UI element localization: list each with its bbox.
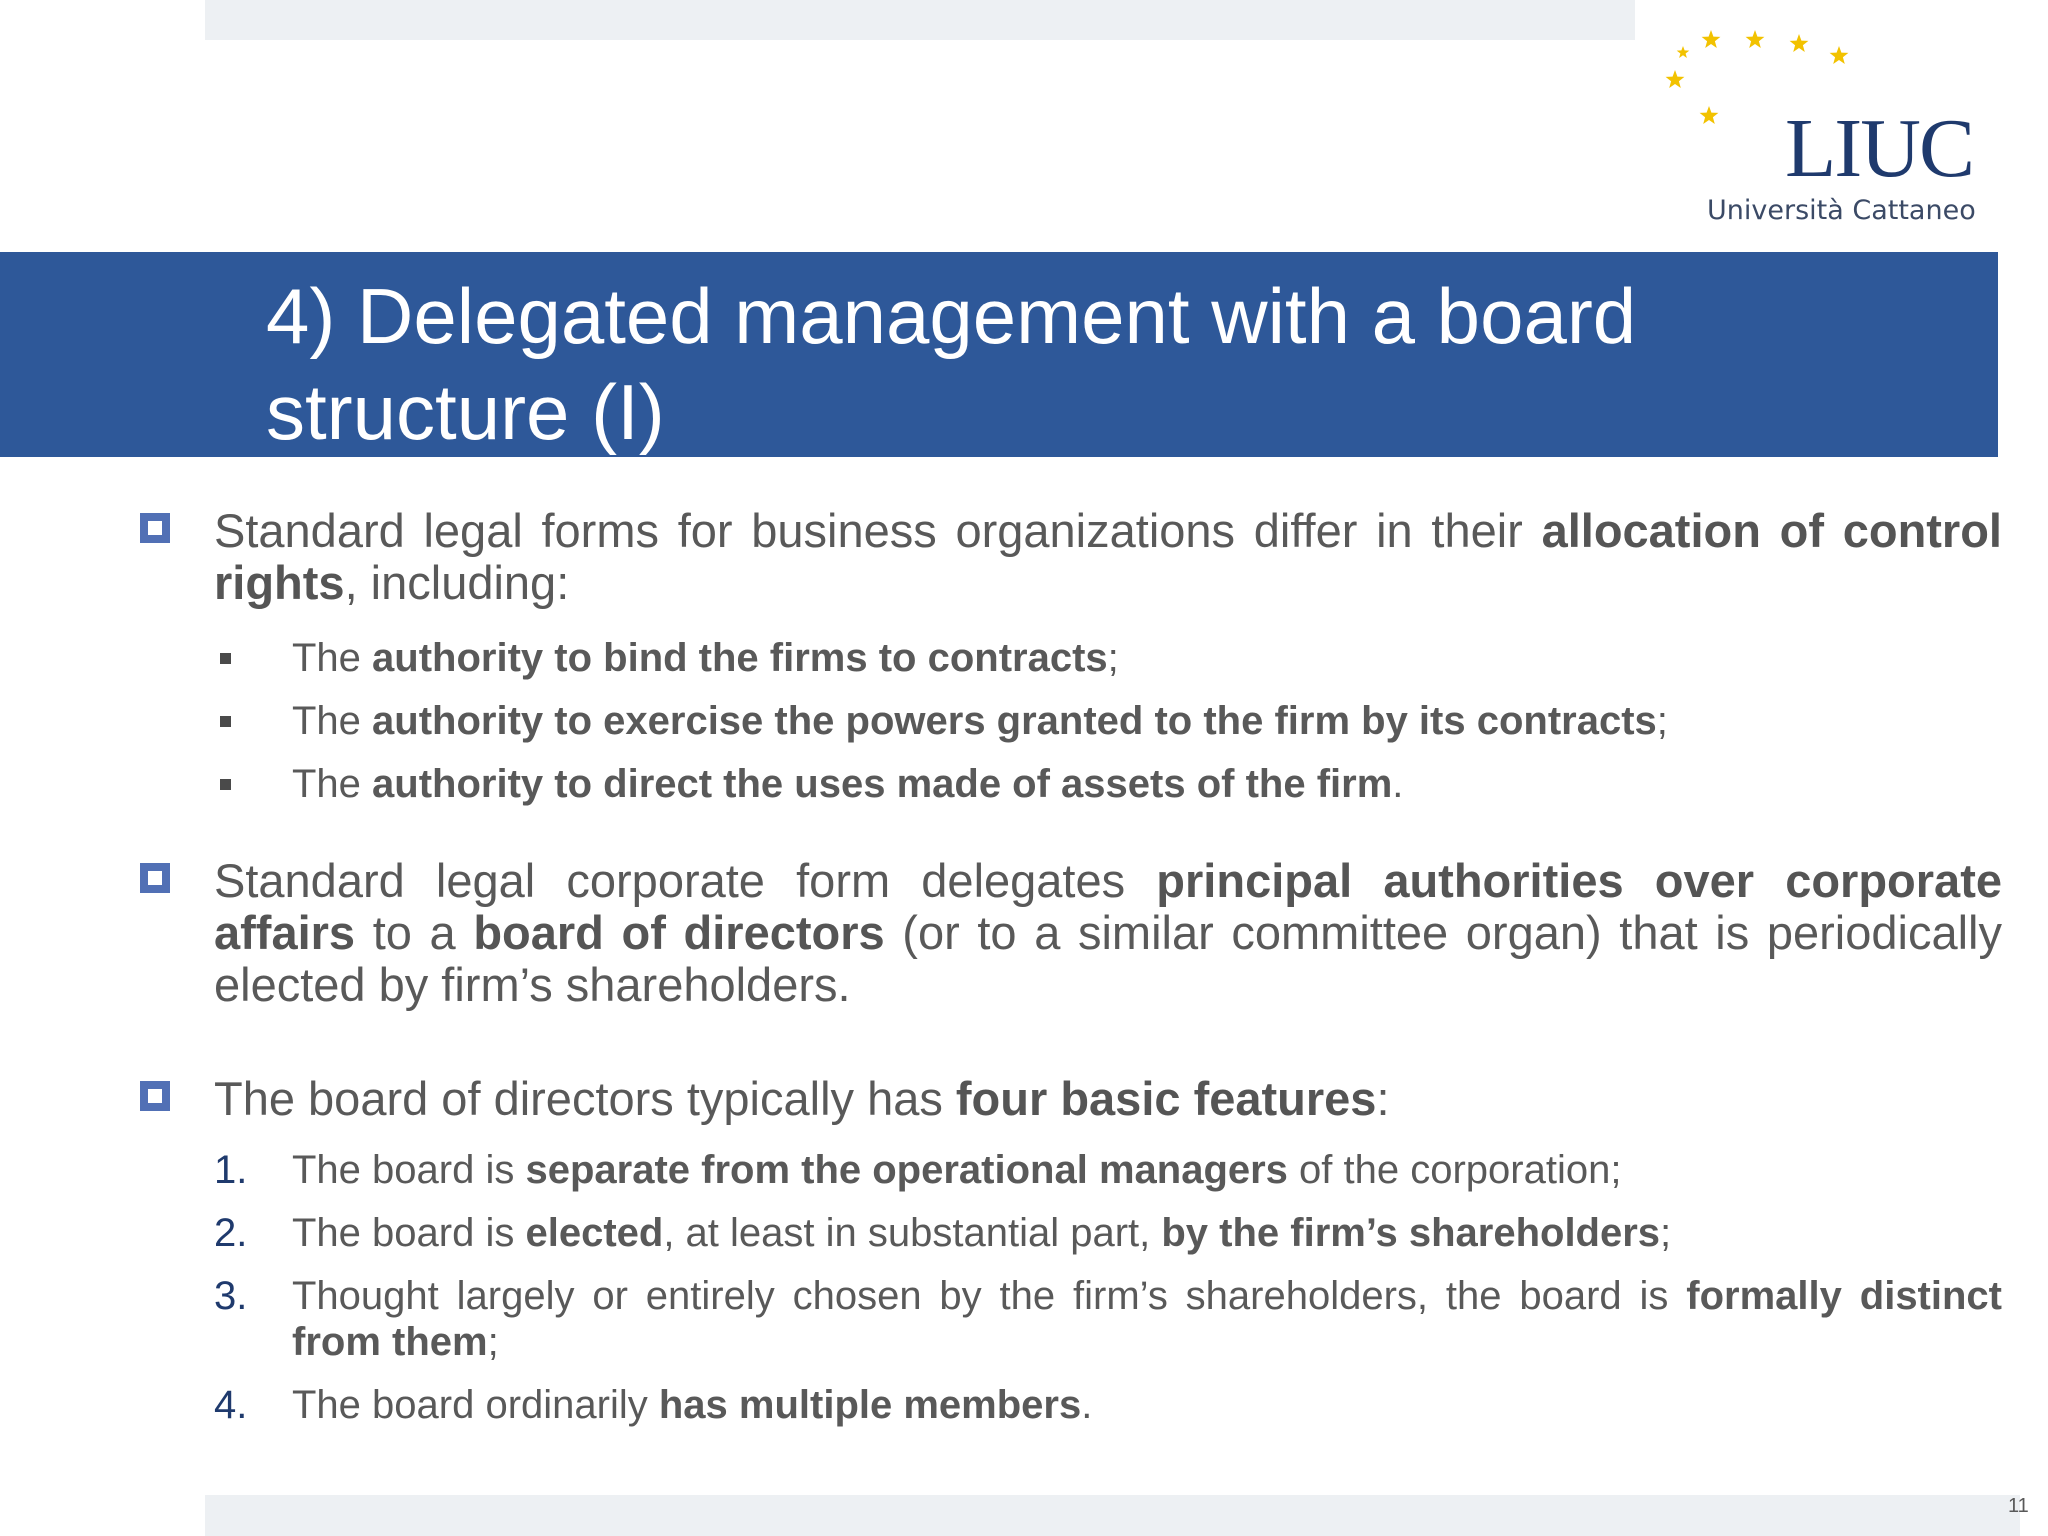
item-text [292,1383,1092,1427]
plain-text: : [1376,1072,1390,1125]
plain-text: , at least in substantial part, [663,1211,1162,1255]
plain-text: The [292,699,373,743]
emphasis-text: elected [525,1211,664,1255]
slide-title: 4) Delegated management with a board structure (I) [266,272,1637,456]
plain-text: The [292,636,373,680]
plain-text: of the corporation; [1287,1148,1622,1192]
bullet-control-rights [140,505,2002,609]
plain-text: . [1081,1383,1093,1427]
plain-text: Standard legal corporate form delegates [214,854,1157,907]
logo-subtitle: Università Cattaneo [1707,195,1976,226]
top-decorative-band [205,0,1635,40]
logo-wordmark: LIUC [1785,102,1973,195]
plain-text: The board is [292,1211,526,1255]
liuc-logo [1655,22,1985,237]
list-item [140,635,2002,681]
emphasis-text: formally distinct from them [292,1274,2002,1364]
list-item [140,761,2002,807]
numbered-item [140,1147,2002,1193]
list-item-text [292,762,1403,806]
emphasis-text: allocation of control rights [214,504,2002,609]
item-text [292,1211,1671,1255]
plain-text: The board is [292,1148,526,1192]
plain-text: ; [1656,699,1668,743]
small-square-bullet-icon [220,779,231,790]
plain-text: The board ordinarily [292,1383,659,1427]
emphasis-text: principal authorities over corporate affairs [214,854,2002,959]
emphasis-text: separate from the operational managers [525,1148,1288,1192]
emphasis-text: board of directors [473,906,885,959]
item-text [292,1148,1621,1192]
item-number: 1. [214,1148,248,1192]
numbered-item [140,1382,2002,1428]
plain-text: (or to a similar committee organ) that is periodically elected by firm’s shareholders. [214,906,2002,1011]
small-square-bullet-icon [220,716,231,727]
plain-text: . [1392,762,1404,806]
bullet-text [214,1072,1390,1125]
emphasis-text: authority to exercise the powers granted to the firm by its contracts [372,699,1657,743]
item-text [292,1274,2002,1364]
square-bullet-icon [140,863,170,893]
list-item-text [292,699,1668,743]
plain-text: ; [1660,1211,1672,1255]
bullet-text [214,504,2002,609]
plain-text: Standard legal forms for business organizations differ in their [214,504,1542,557]
plain-text: The board of directors typically has [214,1072,956,1125]
page-number: 11 [2008,1495,2029,1517]
bullet-text [214,854,2002,1011]
item-number: 4. [214,1383,248,1427]
authority-list [140,635,2002,824]
numbered-item [140,1210,2002,1256]
plain-text: , including: [344,556,570,609]
features-list [140,1147,2002,1445]
plain-text: The [292,762,373,806]
item-number: 3. [214,1274,248,1318]
square-bullet-icon [140,513,170,543]
item-number: 2. [214,1211,248,1255]
list-item-text [292,636,1119,680]
plain-text: Thought largely or entirely chosen by the firm’s shareholders, the board is [292,1274,1687,1318]
emphasis-text: by the firm’s shareholders [1161,1211,1661,1255]
emphasis-text: four basic features [955,1072,1377,1125]
emphasis-text: authority to bind the firms to contracts [372,636,1108,680]
small-square-bullet-icon [220,653,231,664]
square-bullet-icon [140,1081,170,1111]
bullet-board-delegation [140,855,2002,1011]
bullet-board-features [140,1073,2002,1125]
list-item [140,698,2002,744]
emphasis-text: has multiple members [658,1383,1082,1427]
emphasis-text: authority to direct the uses made of assets of the firm [372,762,1393,806]
plain-text: ; [1107,636,1119,680]
bottom-decorative-band [205,1495,2020,1536]
title-bar [0,252,1998,457]
plain-text: to a [355,906,474,959]
numbered-item [140,1273,2002,1365]
plain-text: ; [487,1320,499,1364]
